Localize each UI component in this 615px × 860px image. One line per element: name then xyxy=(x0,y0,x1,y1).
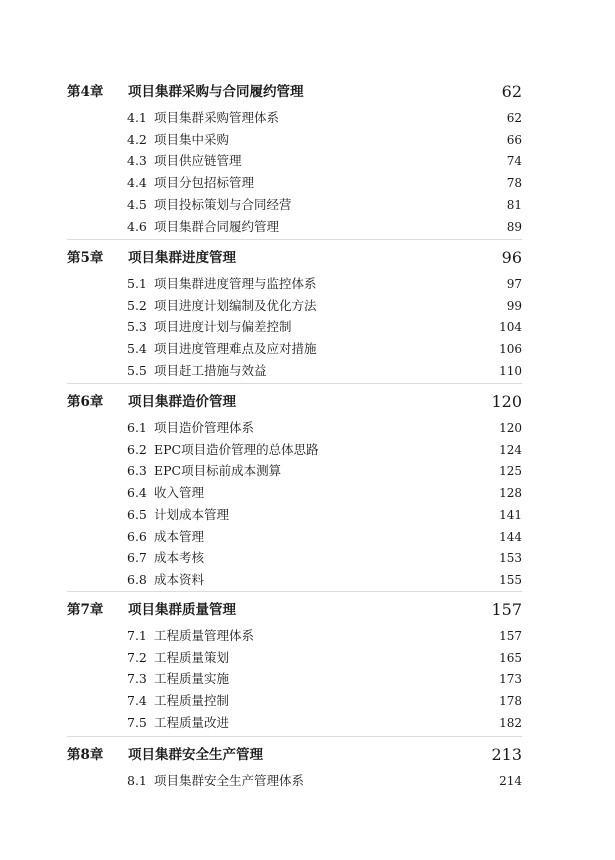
section-row[interactable] xyxy=(127,505,522,525)
section-page-number: 89 xyxy=(506,219,522,234)
section-number: 6.3 xyxy=(127,463,147,479)
chapter-divider xyxy=(67,591,522,592)
chapter-divider xyxy=(67,736,522,737)
section-page-number: 106 xyxy=(499,342,522,357)
chapter-divider xyxy=(67,239,522,240)
section-number: 6.4 xyxy=(127,485,147,501)
section-number: 6.1 xyxy=(127,420,147,435)
section-number: 4.6 xyxy=(127,218,147,234)
section-row[interactable] xyxy=(127,361,522,381)
section-title: 工程质量控制 xyxy=(154,693,230,709)
section-title: 工程质量策划 xyxy=(154,649,230,665)
section-title: 成本管理 xyxy=(154,528,205,544)
section-row[interactable] xyxy=(127,648,522,668)
section-number: 4.5 xyxy=(127,196,147,212)
section-number: 5.4 xyxy=(127,341,147,357)
chapter-row[interactable] xyxy=(67,248,522,268)
section-page-number: 178 xyxy=(499,694,522,709)
section-title: 项目集群采购管理体系 xyxy=(154,110,280,125)
chapter-title: 项目集群造价管理 xyxy=(128,394,236,410)
section-row[interactable] xyxy=(127,217,522,237)
section-row[interactable] xyxy=(127,483,522,503)
chapter-page-number: 120 xyxy=(491,392,522,411)
section-number: 4.1 xyxy=(127,110,147,125)
chapter-row[interactable] xyxy=(67,392,522,412)
section-row[interactable] xyxy=(127,151,522,171)
section-page-number: 62 xyxy=(506,111,522,125)
section-title: 工程质量管理体系 xyxy=(154,628,255,643)
section-row[interactable] xyxy=(127,527,522,547)
section-page-number: 81 xyxy=(506,197,522,212)
chapter-title: 项目集群质量管理 xyxy=(128,602,236,618)
section-title: 计划成本管理 xyxy=(154,506,230,522)
section-row[interactable] xyxy=(127,317,522,337)
section-row[interactable] xyxy=(127,548,522,568)
section-title: 项目赶工措施与效益 xyxy=(154,362,267,378)
section-page-number: 97 xyxy=(506,277,522,291)
chapter-number: 第5章 xyxy=(67,250,104,266)
section-row[interactable] xyxy=(127,461,522,481)
section-title: EPC项目标前成本测算 xyxy=(154,463,282,479)
section-title: 工程质量改进 xyxy=(154,714,230,730)
section-page-number: 99 xyxy=(506,298,522,313)
chapter-page-number: 62 xyxy=(501,82,522,101)
section-title: 项目分包招标管理 xyxy=(154,175,255,191)
section-row[interactable] xyxy=(127,339,522,359)
section-page-number: 110 xyxy=(499,363,522,378)
section-number: 5.1 xyxy=(127,276,147,291)
chapter-row[interactable] xyxy=(67,82,522,102)
section-title: 项目集中采购 xyxy=(154,131,230,147)
section-number: 7.2 xyxy=(127,649,147,665)
section-page-number: 214 xyxy=(499,774,522,788)
section-page-number: 78 xyxy=(506,176,522,191)
section-title: 项目进度管理难点及应对措施 xyxy=(154,341,317,357)
section-number: 7.4 xyxy=(127,693,147,709)
section-title: 项目造价管理体系 xyxy=(154,420,255,435)
section-row[interactable] xyxy=(127,570,522,590)
chapter-title: 项目集群采购与合同履约管理 xyxy=(128,84,304,100)
chapter-page-number: 213 xyxy=(491,745,522,764)
section-number: 8.1 xyxy=(127,773,147,788)
section-row[interactable] xyxy=(127,669,522,689)
chapter-number: 第7章 xyxy=(67,602,104,618)
section-row[interactable] xyxy=(127,173,522,193)
section-row[interactable] xyxy=(127,296,522,316)
section-title: 工程质量实施 xyxy=(154,671,230,687)
section-number: 7.3 xyxy=(127,671,147,687)
section-title: 项目供应链管理 xyxy=(154,153,242,169)
section-title: 项目投标策划与合同经营 xyxy=(154,196,292,212)
section-number: 7.1 xyxy=(127,628,147,643)
chapter-page-number: 157 xyxy=(491,600,522,619)
chapter-number: 第8章 xyxy=(67,747,104,763)
chapter-row[interactable] xyxy=(67,600,522,620)
section-number: 5.2 xyxy=(127,297,147,313)
section-page-number: 165 xyxy=(499,650,522,665)
section-row[interactable] xyxy=(127,691,522,711)
section-number: 4.4 xyxy=(127,175,147,191)
section-title: 项目集群进度管理与监控体系 xyxy=(154,276,317,291)
section-number: 6.5 xyxy=(127,506,147,522)
section-number: 5.3 xyxy=(127,319,147,335)
section-title: 项目进度计划与偏差控制 xyxy=(154,319,292,335)
section-row[interactable] xyxy=(127,130,522,150)
section-row[interactable] xyxy=(127,274,522,294)
section-page-number: 128 xyxy=(499,486,522,501)
section-title: 项目集群合同履约管理 xyxy=(154,218,280,234)
chapter-number: 第6章 xyxy=(67,394,104,410)
section-row[interactable] xyxy=(127,418,522,438)
section-row[interactable] xyxy=(127,713,522,733)
section-row[interactable] xyxy=(127,108,522,128)
section-page-number: 66 xyxy=(506,132,522,147)
chapter-number: 第4章 xyxy=(67,84,104,100)
section-page-number: 144 xyxy=(499,529,522,544)
chapter-divider xyxy=(67,383,522,384)
section-page-number: 155 xyxy=(499,572,522,587)
chapter-row[interactable] xyxy=(67,745,522,765)
section-page-number: 157 xyxy=(499,629,522,643)
section-page-number: 173 xyxy=(499,672,522,687)
section-page-number: 141 xyxy=(499,507,522,522)
section-page-number: 182 xyxy=(499,715,522,730)
section-row[interactable] xyxy=(127,195,522,215)
section-row[interactable] xyxy=(127,440,522,460)
section-page-number: 120 xyxy=(499,421,522,435)
section-number: 6.2 xyxy=(127,441,147,457)
section-page-number: 125 xyxy=(499,464,522,479)
section-page-number: 104 xyxy=(499,320,522,335)
section-title: 成本考核 xyxy=(154,550,205,566)
section-number: 4.3 xyxy=(127,153,147,169)
section-title: 收入管理 xyxy=(154,485,205,501)
chapter-title: 项目集群安全生产管理 xyxy=(128,747,263,763)
section-number: 4.2 xyxy=(127,131,147,147)
section-row[interactable] xyxy=(127,771,522,791)
section-row[interactable] xyxy=(127,626,522,646)
section-number: 5.5 xyxy=(127,362,147,378)
section-title: EPC项目造价管理的总体思路 xyxy=(154,441,319,457)
section-number: 7.5 xyxy=(127,714,147,730)
section-page-number: 153 xyxy=(499,551,522,566)
chapter-title: 项目集群进度管理 xyxy=(128,250,236,266)
section-title: 项目集群安全生产管理体系 xyxy=(154,773,305,788)
section-page-number: 74 xyxy=(506,154,522,169)
chapter-page-number: 96 xyxy=(501,248,522,267)
section-number: 6.7 xyxy=(127,550,147,566)
section-number: 6.6 xyxy=(127,528,147,544)
section-number: 6.8 xyxy=(127,571,147,587)
section-title: 成本资料 xyxy=(154,571,205,587)
section-title: 项目进度计划编制及优化方法 xyxy=(154,297,317,313)
section-page-number: 124 xyxy=(499,442,522,457)
